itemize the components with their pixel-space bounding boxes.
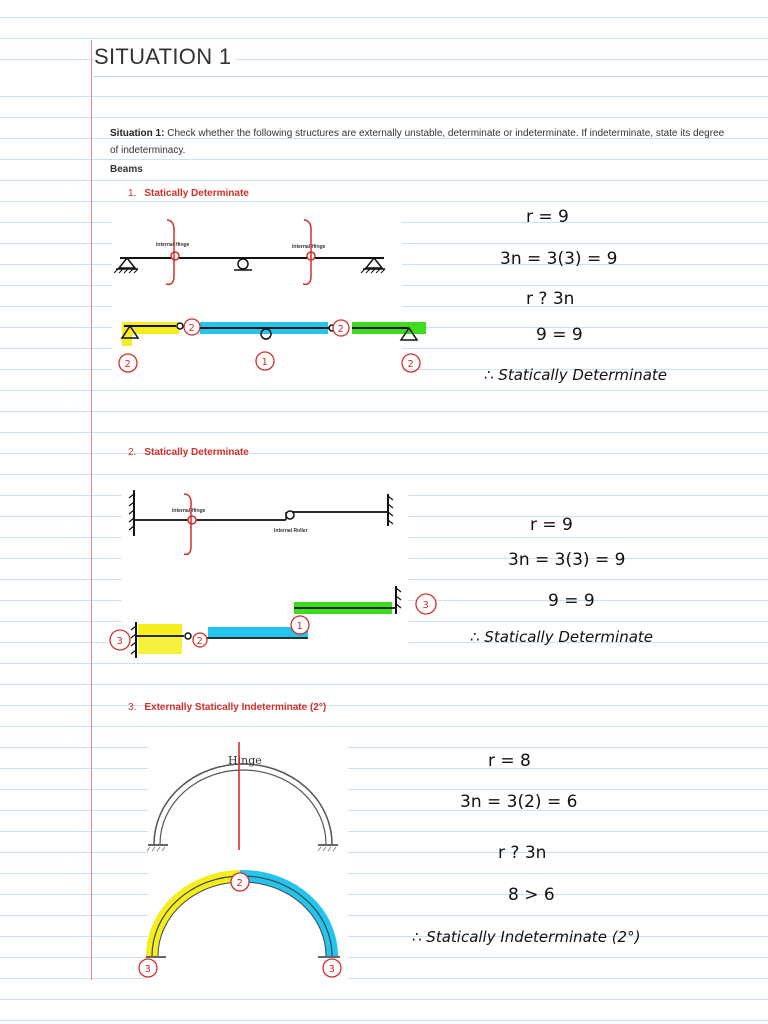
note: r ? 3n xyxy=(498,843,547,863)
circled-number xyxy=(231,873,249,891)
note: r = 9 xyxy=(530,515,573,535)
section-label: Externally Statically Indeterminate (2°) xyxy=(144,702,327,713)
note: 3n = 3(3) = 9 xyxy=(500,249,618,269)
highlight-yellow xyxy=(138,630,182,654)
section-2-diagram xyxy=(116,484,429,660)
section-3-diagram xyxy=(144,740,348,980)
section-1-heading xyxy=(128,188,249,199)
section-1-diagram xyxy=(112,214,414,384)
circled-number xyxy=(184,319,200,335)
section-1-diagram-svg xyxy=(112,214,414,384)
internal-hinge-label: Internal Hinge xyxy=(292,244,326,250)
circled-number xyxy=(193,633,207,647)
arch-inner xyxy=(160,770,326,844)
section-number: 2. xyxy=(128,447,137,458)
circled-number xyxy=(333,320,349,336)
note: ∴ Statically Determinate xyxy=(484,366,668,384)
note: 9 = 9 xyxy=(548,591,595,611)
circled-number xyxy=(256,352,274,370)
section-2-heading xyxy=(128,447,249,458)
arch-outer xyxy=(154,764,332,844)
section-number: 1. xyxy=(128,188,137,199)
note: 3n = 3(3) = 9 xyxy=(508,550,626,570)
note: 3n = 3(2) = 6 xyxy=(460,792,578,812)
internal-hinge-label: Internal Hinge xyxy=(172,508,206,514)
svg-text:2: 2 xyxy=(196,636,203,647)
section-label: Statically Determinate xyxy=(144,188,249,199)
highlight-cyan xyxy=(240,876,332,956)
circled-number xyxy=(402,354,420,372)
svg-text:3: 3 xyxy=(328,964,335,975)
hinge-label: Hinge xyxy=(228,754,262,767)
note: r ? 3n xyxy=(526,289,575,309)
roller-support xyxy=(238,259,248,269)
note: ∴ Statically Indeterminate (2°) xyxy=(412,928,641,946)
circled-number xyxy=(291,616,309,634)
highlight-yellow xyxy=(124,322,179,334)
svg-text:3: 3 xyxy=(116,636,123,647)
hinge-end xyxy=(177,323,183,329)
hinge-support-left xyxy=(114,258,138,273)
section-number: 3. xyxy=(128,702,137,713)
intro-text: Check whether the following structures are externally unstable, determinate or indeterminate. If indeterminate, state its degree of indeterminacy. xyxy=(110,128,725,156)
intro-label: Situation 1: xyxy=(110,128,165,139)
note: ∴ Statically Determinate xyxy=(470,628,654,646)
circled-number xyxy=(139,959,157,977)
internal-roller-label: Internal Roller xyxy=(274,528,308,534)
circled-number xyxy=(323,959,341,977)
svg-text:1: 1 xyxy=(296,621,303,632)
note: 9 = 9 xyxy=(536,325,583,345)
svg-text:2: 2 xyxy=(337,324,344,335)
internal-hinge-label: Internal Hinge xyxy=(156,242,190,248)
page-title: SITUATION 1 xyxy=(94,44,235,74)
internal-hinge-icon xyxy=(171,252,179,260)
intro-paragraph xyxy=(110,125,725,159)
svg-text:3: 3 xyxy=(422,600,429,611)
internal-roller-icon xyxy=(286,511,294,519)
beams-heading: Beams xyxy=(110,164,143,175)
title-rule xyxy=(94,76,768,77)
svg-text:2: 2 xyxy=(236,878,243,889)
circled-number xyxy=(110,630,130,650)
note: r = 9 xyxy=(526,207,569,227)
section-label: Statically Determinate xyxy=(144,447,249,458)
margin-line xyxy=(91,40,92,980)
circled-number xyxy=(416,594,436,614)
hinge-end xyxy=(185,633,191,639)
section-2-diagram-svg xyxy=(116,484,429,660)
section-3-diagram-svg xyxy=(144,740,348,980)
svg-text:2: 2 xyxy=(188,323,195,334)
internal-hinge-icon xyxy=(188,516,196,524)
hinge-support-right xyxy=(361,258,385,273)
svg-text:2: 2 xyxy=(407,359,414,370)
highlight-yellow xyxy=(152,876,240,956)
circled-number xyxy=(119,354,137,372)
note: 8 > 6 xyxy=(508,885,555,905)
section-3-heading xyxy=(128,702,326,713)
note: r = 8 xyxy=(488,751,531,771)
svg-text:3: 3 xyxy=(144,964,151,975)
svg-text:2: 2 xyxy=(124,359,131,370)
svg-text:1: 1 xyxy=(261,357,268,368)
